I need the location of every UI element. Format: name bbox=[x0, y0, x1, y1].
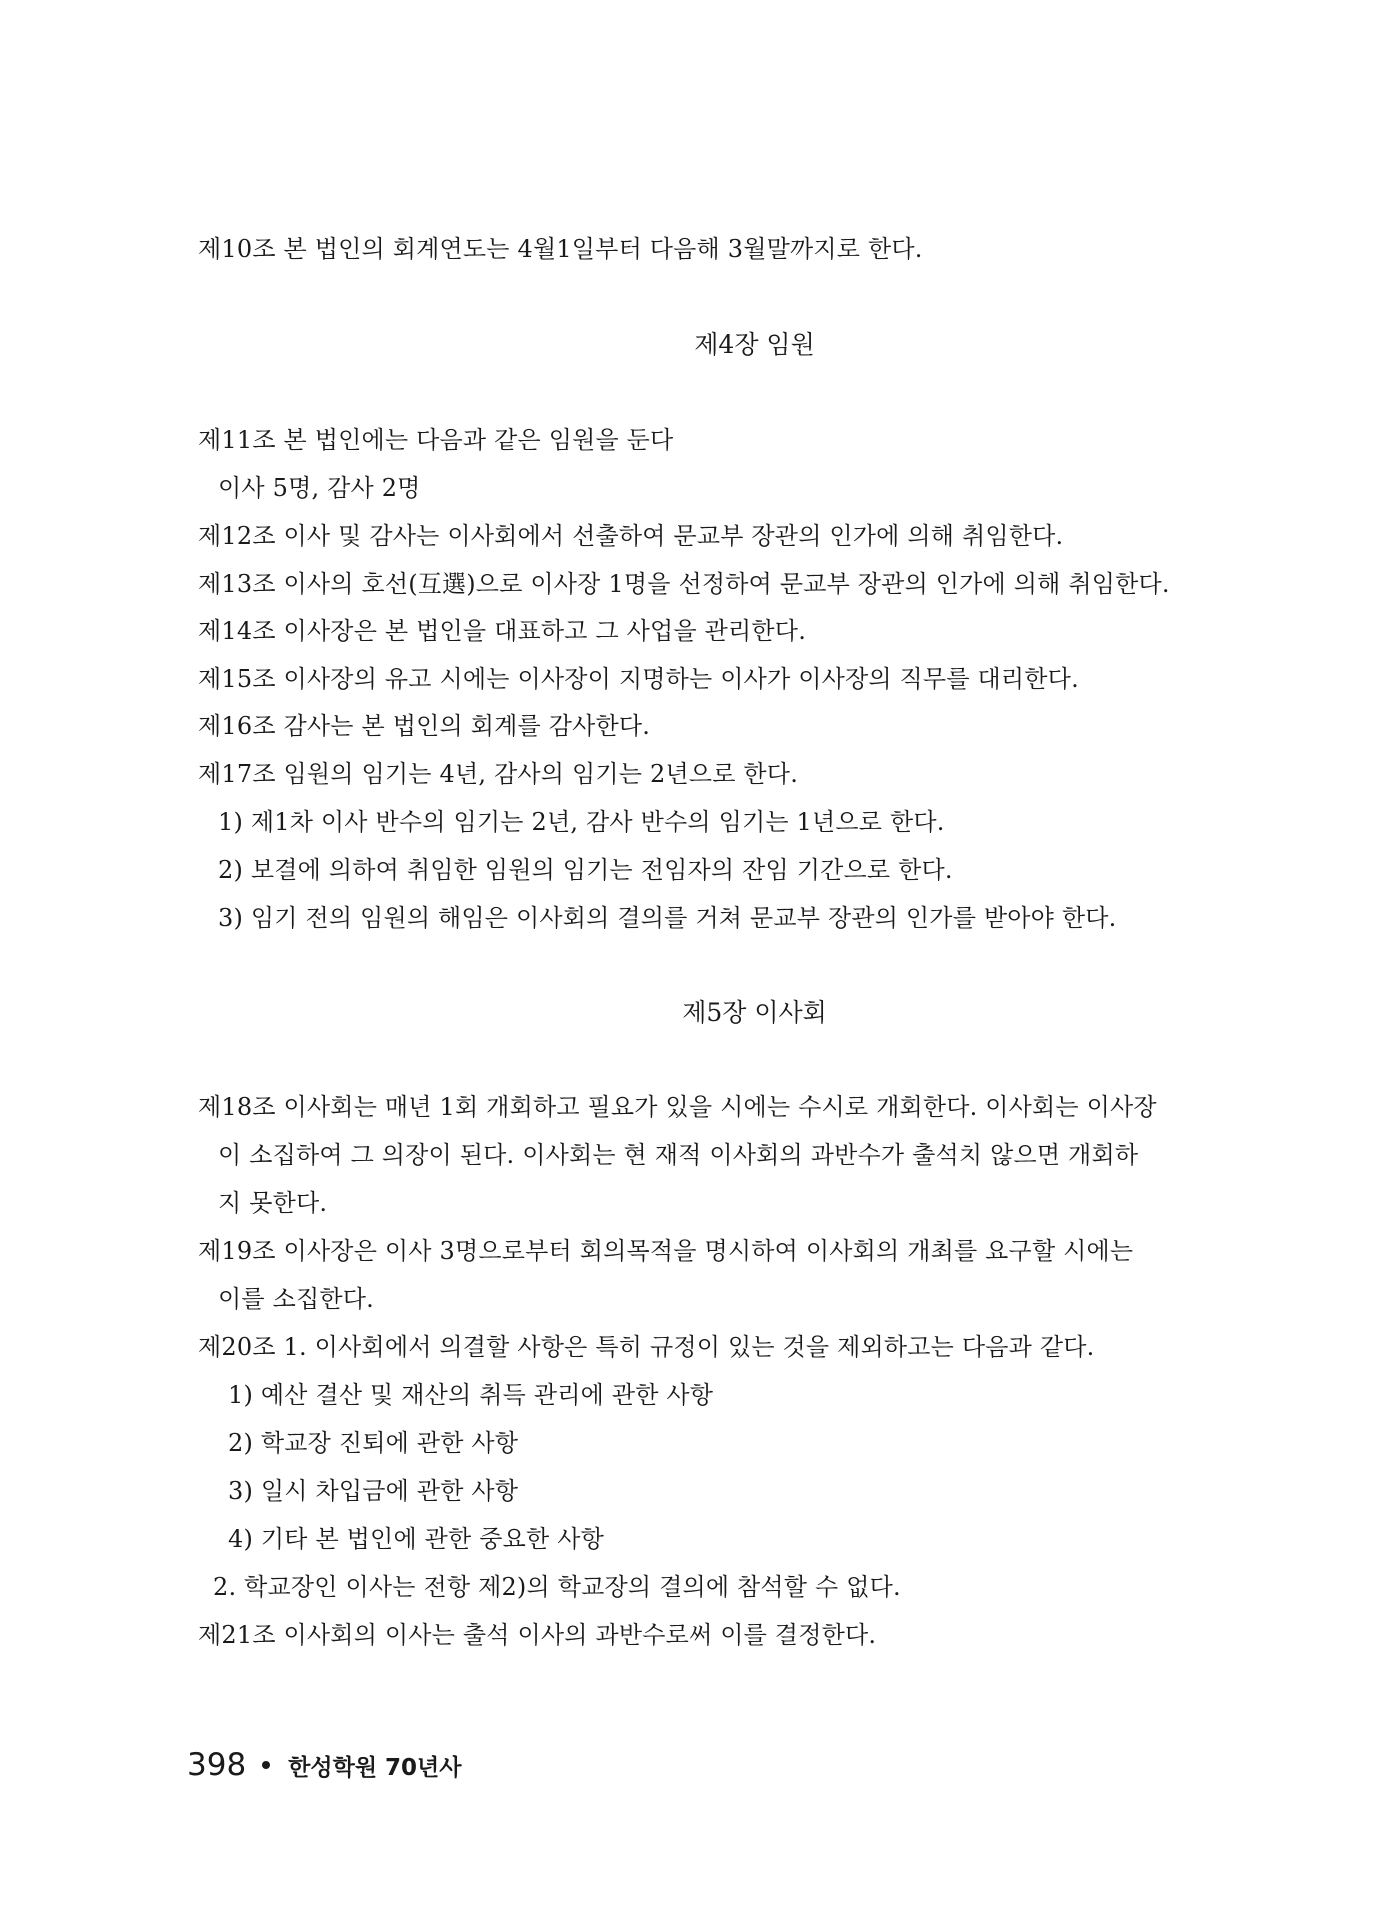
article-11: 제11조 본 법인에는 다음과 같은 임원을 둔다 bbox=[198, 426, 674, 454]
article-20-item-3: 3) 일시 차입금에 관한 사항 bbox=[228, 1477, 519, 1505]
article-20-paragraph-2: 2. 학교장인 이사는 전항 제2)의 학교장의 결의에 참석할 수 없다. bbox=[213, 1573, 901, 1601]
article-17: 제17조 임원의 임기는 4년, 감사의 임기는 2년으로 한다. bbox=[198, 760, 799, 788]
page-number: 398 bbox=[187, 1747, 247, 1783]
article-11-detail: 이사 5명, 감사 2명 bbox=[218, 474, 421, 502]
article-20: 제20조 1. 이사회에서 의결할 사항은 특히 규정이 있는 것을 제외하고는 다음과 같다. bbox=[198, 1333, 1095, 1361]
article-17-item-3: 3) 임기 전의 임원의 해임은 이사회의 결의를 거쳐 문교부 장관의 인가를 받아야 한다. bbox=[218, 904, 1117, 932]
article-18-line-2: 이 소집하여 그 의장이 된다. 이사회는 현 재적 이사회의 과반수가 출석치 않으면 개회하 bbox=[218, 1141, 1139, 1169]
article-19-line-2: 이를 소집한다. bbox=[218, 1285, 374, 1313]
chapter-5-heading: 제5장 이사회 bbox=[682, 998, 827, 1027]
article-17-item-1: 1) 제1차 이사 반수의 임기는 2년, 감사 반수의 임기는 1년으로 한다. bbox=[218, 808, 945, 836]
article-14: 제14조 이사장은 본 법인을 대표하고 그 사업을 관리한다. bbox=[198, 617, 807, 645]
chapter-4-heading: 제4장 임원 bbox=[694, 330, 815, 359]
article-12: 제12조 이사 및 감사는 이사회에서 선출하여 문교부 장관의 인가에 의해 취임한다. bbox=[198, 522, 1064, 550]
article-21: 제21조 이사회의 이사는 출석 이사의 과반수로써 이를 결정한다. bbox=[198, 1621, 877, 1649]
article-19-line-1: 제19조 이사장은 이사 3명으로부터 회의목적을 명시하여 이사회의 개최를 요구할 시에는 bbox=[198, 1237, 1134, 1265]
article-17-item-2: 2) 보결에 의하여 취임한 임원의 임기는 전임자의 잔임 기간으로 한다. bbox=[218, 856, 953, 884]
book-title: 한성학원 70년사 bbox=[288, 1754, 462, 1781]
article-18-line-1: 제18조 이사회는 매년 1회 개회하고 필요가 있을 시에는 수시로 개회한다. 이사회는 이사장 bbox=[198, 1093, 1157, 1121]
article-20-item-4: 4) 기타 본 법인에 관한 중요한 사항 bbox=[228, 1525, 604, 1553]
article-10: 제10조 본 법인의 회계연도는 4월1일부터 다음해 3월말까지로 한다. bbox=[198, 235, 923, 263]
article-15: 제15조 이사장의 유고 시에는 이사장이 지명하는 이사가 이사장의 직무를 대리한다. bbox=[198, 665, 1079, 693]
bullet-separator-icon bbox=[262, 1761, 270, 1769]
article-20-item-1: 1) 예산 결산 및 재산의 취득 관리에 관한 사항 bbox=[228, 1381, 714, 1409]
article-18-line-3: 지 못한다. bbox=[218, 1189, 328, 1217]
page-footer bbox=[187, 1745, 462, 1785]
article-20-item-2: 2) 학교장 진퇴에 관한 사항 bbox=[228, 1429, 519, 1457]
article-13: 제13조 이사의 호선(互選)으로 이사장 1명을 선정하여 문교부 장관의 인가에 의해 취임한다. bbox=[198, 570, 1170, 598]
article-16: 제16조 감사는 본 법인의 회계를 감사한다. bbox=[198, 712, 651, 740]
